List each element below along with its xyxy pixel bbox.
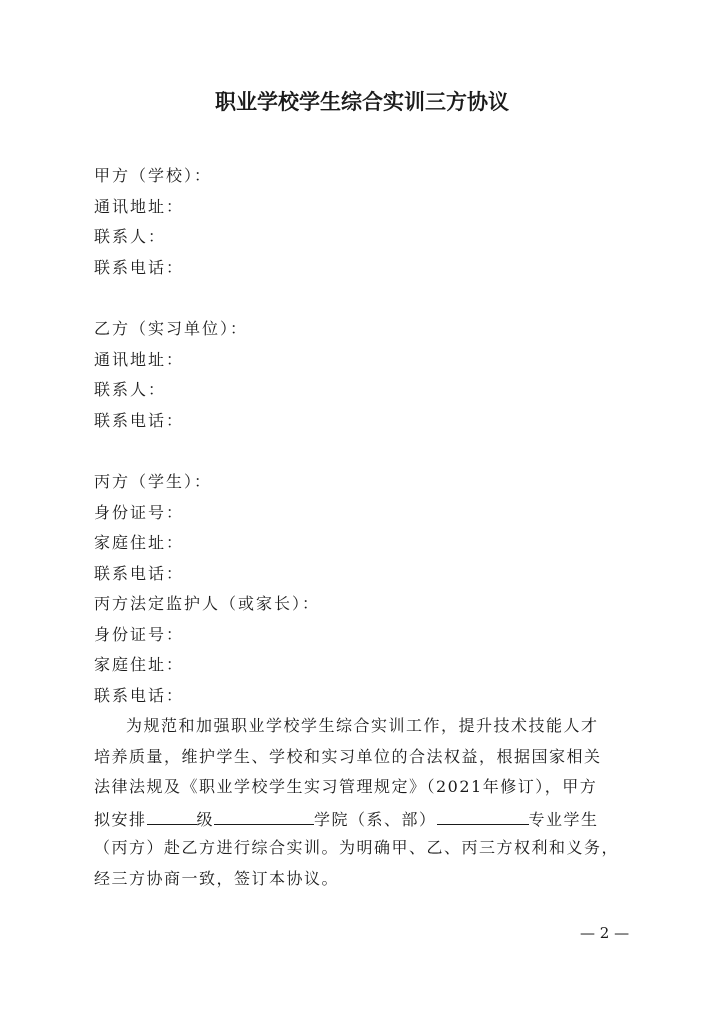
major-blank[interactable]	[437, 808, 529, 825]
body-line-4-part-c: 学院（系、部）	[314, 810, 437, 829]
body-line-4-part-b: 级	[196, 810, 215, 829]
party-a-address-label: 通讯地址：	[94, 197, 185, 216]
body-line-2: 培养质量，维护学生、学校和实习单位的合法权益，根据国家相关	[94, 747, 602, 766]
body-line-4	[94, 808, 634, 830]
party-a-phone-label: 联系电话：	[94, 258, 185, 277]
guardian-address-label: 家庭住址：	[94, 655, 185, 674]
body-line-3: 法律法规及《职业学校学生实习管理规定》（2021年修订），甲方	[94, 777, 598, 796]
party-c-id-label: 身份证号：	[94, 503, 185, 522]
guardian-heading: 丙方法定监护人（或家长）：	[94, 594, 321, 613]
body-line-4-part-d: 专业学生	[528, 810, 599, 829]
college-blank[interactable]	[214, 808, 314, 825]
document-title: 职业学校学生综合实训三方协议	[215, 90, 509, 114]
guardian-phone-label: 联系电话：	[94, 686, 185, 705]
party-c-address-label: 家庭住址：	[94, 533, 185, 552]
party-a-contact-label: 联系人：	[94, 227, 167, 246]
party-b-phone-label: 联系电话：	[94, 411, 185, 430]
body-line-1: 为规范和加强职业学校学生综合实训工作，提升技术技能人才	[126, 716, 599, 735]
party-b-heading: 乙方（实习单位）：	[94, 319, 249, 338]
body-line-4-part-a: 拟安排	[94, 810, 147, 829]
body-line-6: 经三方协商一致，签订本协议。	[94, 869, 340, 888]
body-line-5: （丙方）赴乙方进行综合实训。为明确甲、乙、丙三方权利和义务，	[94, 838, 620, 857]
party-b-contact-label: 联系人：	[94, 380, 167, 399]
party-b-address-label: 通讯地址：	[94, 350, 185, 369]
guardian-id-label: 身份证号：	[94, 625, 185, 644]
party-c-phone-label: 联系电话：	[94, 564, 185, 583]
party-c-heading: 丙方（学生）：	[94, 472, 213, 491]
page-number: — 2 —	[580, 924, 630, 942]
grade-blank[interactable]	[147, 808, 197, 825]
party-a-heading: 甲方（学校）：	[94, 166, 213, 185]
